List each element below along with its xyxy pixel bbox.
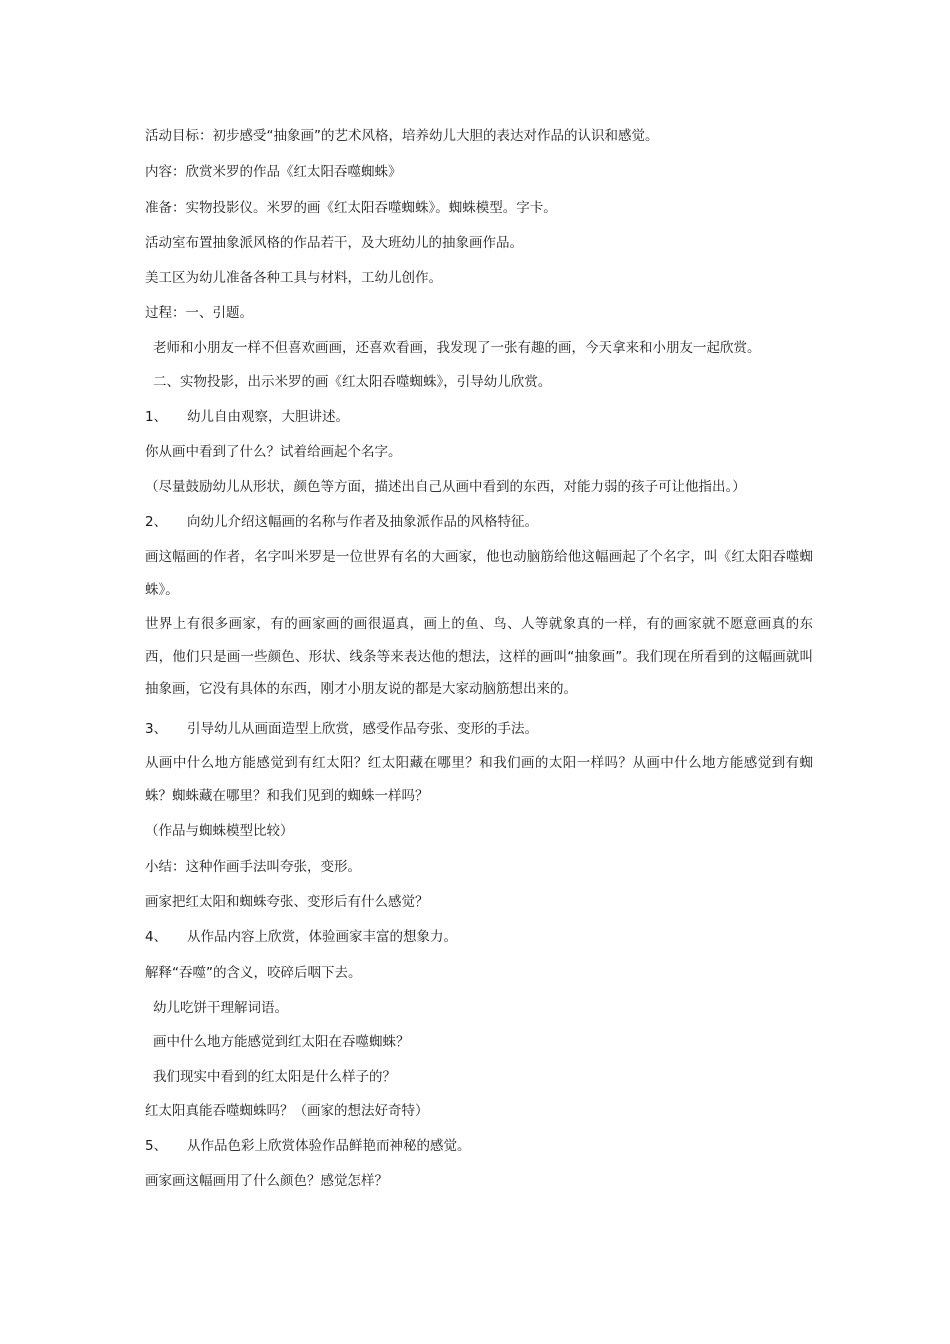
list-number: 2、 xyxy=(145,514,168,530)
activity-goal: 活动目标：初步感受“抽象画”的艺术风格，培养幼儿大胆的表达对作品的认识和感觉。 xyxy=(145,128,659,144)
can-sun-swallow-line: 红太阳真能吞噬蜘蛛吗？（画家的想法好奇特） xyxy=(145,1103,429,1119)
question-line: 你从画中看到了什么？试着给画起个名字。 xyxy=(145,444,402,460)
shape-questions-paragraph: 从画中什么地方能感觉到有红太阳？红太阳藏在哪里？和我们画的太阳一样吗？从画中什么地方能感觉到有蜘蛛？蜘蛛藏在哪里？和我们见到的蜘蛛一样吗？ xyxy=(145,755,813,804)
list-number: 1、 xyxy=(145,409,168,425)
room-setup-line: 活动室布置抽象派风格的作品若干，及大班幼儿的抽象画作品。 xyxy=(145,235,523,251)
content-line: 内容：欣赏米罗的作品《红太阳吞噬蜘蛛》 xyxy=(145,164,402,180)
list-item-5 xyxy=(145,1129,813,1163)
swallow-question-line: 画中什么地方能感觉到红太阳在吞噬蜘蛛？ xyxy=(153,1034,410,1050)
biscuit-line: 幼儿吃饼干理解词语。 xyxy=(153,1000,288,1016)
summary-line: 小结：这种作画手法叫夸张，变形。 xyxy=(145,859,361,875)
art-area-line: 美工区为幼儿准备各种工具与材料，工幼儿创作。 xyxy=(145,270,442,286)
explain-line: 解释“吞噬”的含义，咬碎后咽下去。 xyxy=(145,965,362,981)
note-line: （尽量鼓励幼儿从形状，颜色等方面，描述出自己从画中看到的东西，对能力弱的孩子可让他指出。） xyxy=(145,479,746,495)
list-number: 4、 xyxy=(145,929,168,945)
author-paragraph: 画这幅画的作者，名字叫米罗是一位世界有名的大画家，他也动脑筋给他这幅画起了个名字，叫《红太阳吞噬蜘蛛》。 xyxy=(145,549,813,598)
list-number: 5、 xyxy=(145,1138,168,1154)
step-two-line: 二、实物投影，出示米罗的画《红太阳吞噬蜘蛛》，引导幼儿欣赏。 xyxy=(153,374,552,390)
list-item-4 xyxy=(145,920,813,954)
feeling-question-line: 画家把红太阳和蜘蛛夸张、变形后有什么感觉？ xyxy=(145,894,429,910)
compare-line: （作品与蜘蛛模型比较） xyxy=(145,823,294,839)
real-sun-question-line: 我们现实中看到的红太阳是什么样子的？ xyxy=(153,1069,396,1085)
list-item-text: 幼儿自由观察，大胆讲述。 xyxy=(187,409,349,425)
list-item-text: 向幼儿介绍这幅画的名称与作者及抽象派作品的风格特征。 xyxy=(187,514,538,530)
list-item-text: 从作品内容上欣赏，体验画家丰富的想象力。 xyxy=(187,929,457,945)
abstract-art-paragraph: 世界上有很多画家，有的画家画的画很逼真，画上的鱼、鸟、人等就象真的一样，有的画家就不愿意画真的东西，他们只是画一些颜色、形状、线条等来表达他的想法，这样的画叫“抽象画”。我们现在所看到的这幅画就叫抽象画，它没有具体的东西，刚才小朋友说的都是大家动脑筋想出来的。 xyxy=(145,616,813,697)
list-number: 3、 xyxy=(145,721,168,737)
list-item-text: 从作品色彩上欣赏体验作品鲜艳而神秘的感觉。 xyxy=(187,1138,471,1154)
intro-paragraph: 老师和小朋友一样不但喜欢画画，还喜欢看画，我发现了一张有趣的画，今天拿来和小朋友一起欣赏。 xyxy=(153,340,761,356)
list-item-1 xyxy=(145,400,813,434)
preparation-line: 准备：实物投影仪。米罗的画《红太阳吞噬蜘蛛》。蜘蛛模型。字卡。 xyxy=(145,200,557,216)
list-item-2 xyxy=(145,505,813,539)
color-question-line: 画家画这幅画用了什么颜色？感觉怎样？ xyxy=(145,1173,388,1189)
process-heading: 过程：一、引题。 xyxy=(145,305,253,321)
list-item-3 xyxy=(145,712,813,746)
list-item-text: 引导幼儿从画面造型上欣赏，感受作品夸张、变形的手法。 xyxy=(187,721,538,737)
